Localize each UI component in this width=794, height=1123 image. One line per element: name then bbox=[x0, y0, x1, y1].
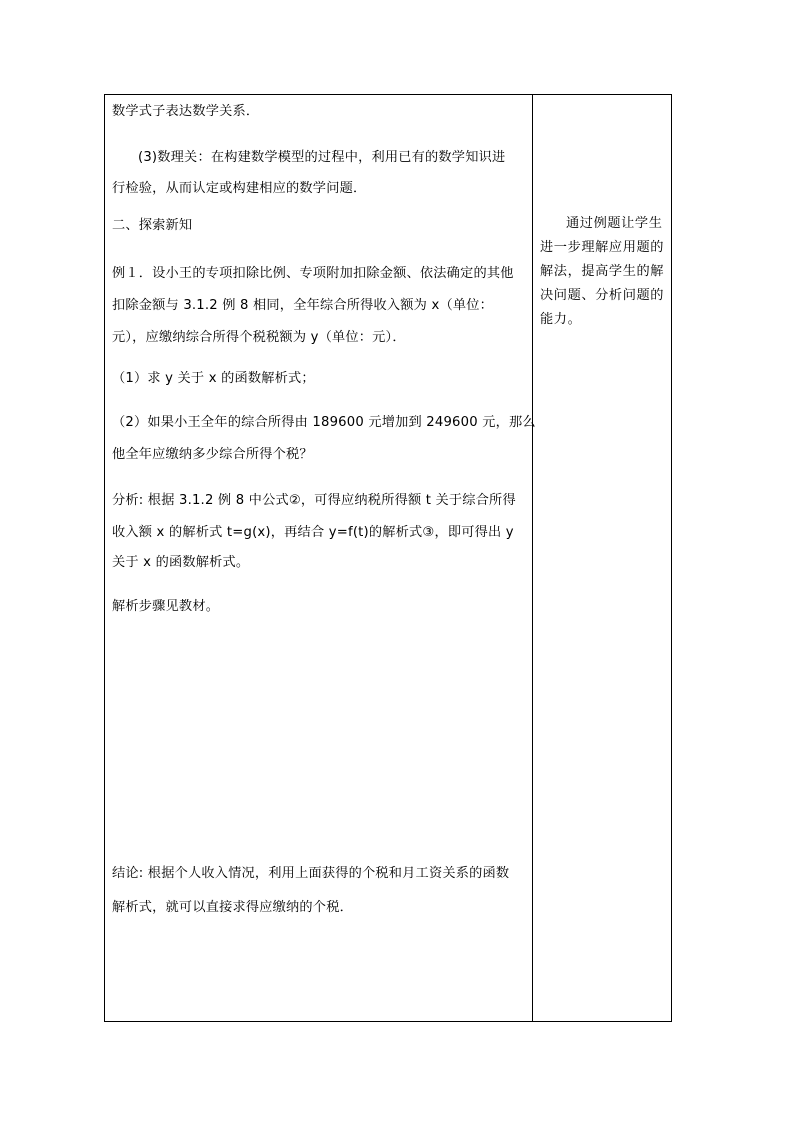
text-line: 元），应缴纳综合所得个税税额为 y（单位：元）． bbox=[112, 330, 406, 345]
text-line: 关于 x 的函数解析式。 bbox=[112, 555, 250, 570]
design-intent-column bbox=[533, 95, 672, 1021]
text-line: 收入额 x 的解析式 t=g(x)，再结合 y=f(t)的解析式③，即可得出 y bbox=[112, 525, 514, 540]
text-line: 例１．设小王的专项扣除比例、专项附加扣除金额、依法确定的其他 bbox=[112, 266, 514, 281]
text-line: 解析式，就可以直接求得应缴纳的个税． bbox=[112, 900, 353, 915]
section-heading: 二、探索新知 bbox=[112, 218, 193, 233]
text-line: 分析: 根据 3.1.2 例 8 中公式②，可得应纳税所得额 t 关于综合所得 bbox=[112, 493, 516, 508]
text-line: 扣除金额与 3.1.2 例 8 相同，全年综合所得收入额为 x（单位： bbox=[112, 298, 494, 313]
text-line: （2）如果小王全年的综合所得由 189600 元增加到 249600 元，那么 bbox=[112, 415, 536, 430]
text-line: 结论: 根据个人收入情况，利用上面获得的个税和月工资关系的函数 bbox=[112, 866, 510, 881]
content-column bbox=[105, 95, 536, 1021]
text-line: （1）求 y 关于 x 的函数解析式； bbox=[112, 371, 315, 386]
design-intent-note: 通过例题让学生进一步理解应用题的解法，提高学生的解决问题、分析问题的能力。 bbox=[540, 216, 665, 327]
text-line: 数学式子表达数学关系． bbox=[112, 104, 260, 119]
lesson-table bbox=[104, 94, 672, 1022]
text-line: 他全年应缴纳多少综合所得个税？ bbox=[112, 447, 313, 462]
text-line: (3)数理关：在构建数学模型的过程中，利用已有的数学知识进 bbox=[138, 150, 506, 165]
text-line: 行检验，从而认定或构建相应的数学问题． bbox=[112, 181, 367, 196]
text-line: 解析步骤见教材。 bbox=[112, 599, 220, 614]
